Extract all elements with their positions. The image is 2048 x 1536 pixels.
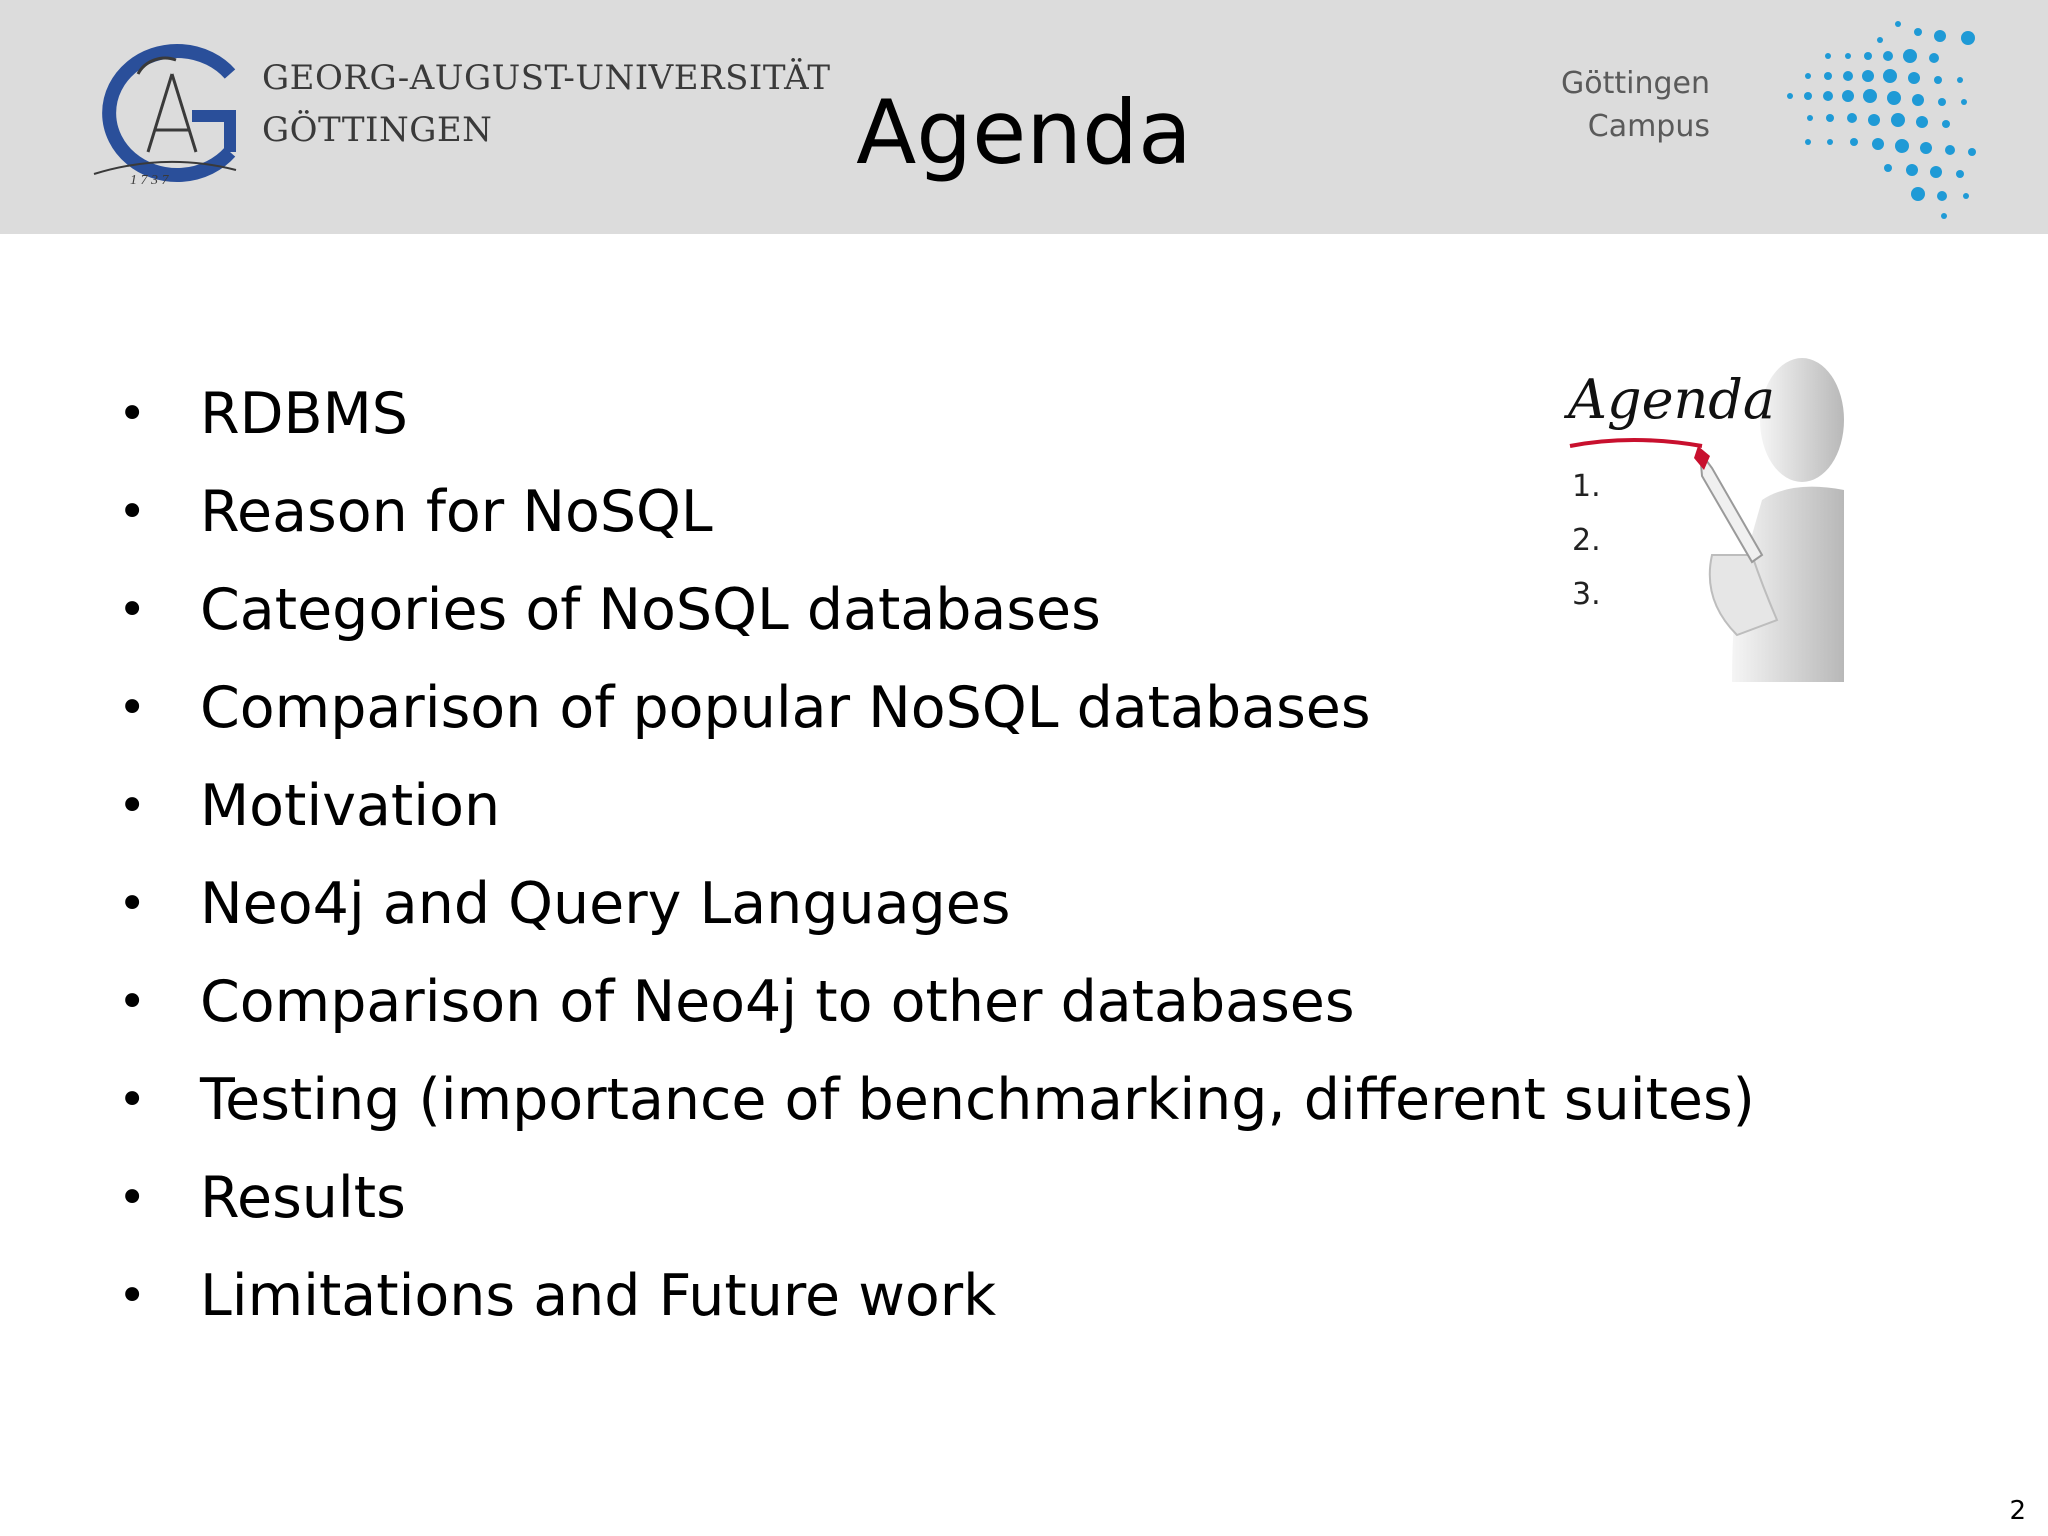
seal-year: 1 7 3 7	[130, 173, 169, 188]
campus-label-line1: Göttingen	[1561, 66, 1710, 101]
university-name-line2: GÖTTINGEN	[262, 110, 493, 150]
campus-dot-pattern-icon	[1768, 18, 1998, 228]
bullet: •	[118, 582, 147, 638]
slide-title: Agenda	[856, 81, 1192, 184]
list-item-label: Categories of NoSQL databases	[200, 577, 1101, 643]
bullet: •	[118, 974, 147, 1030]
list-item	[0, 365, 1800, 463]
list-item-label: Neo4j and Query Languages	[200, 871, 1011, 937]
bullet: •	[118, 1072, 147, 1128]
slide-header	[0, 0, 2048, 234]
campus-label	[1530, 62, 1710, 148]
clipart-marker-3: 3.	[1572, 577, 1601, 612]
clipart-heading: Agenda	[1568, 368, 1776, 431]
list-item-label: Testing (importance of benchmarking, different suites)	[200, 1067, 1755, 1133]
list-item-label: RDBMS	[200, 381, 408, 447]
list-item-label: Reason for NoSQL	[200, 479, 713, 545]
list-item	[0, 561, 1800, 659]
university-name-line1: GEORG-AUGUST-UNIVERSITÄT	[262, 58, 831, 98]
list-item	[0, 855, 1800, 953]
list-item	[0, 1051, 1800, 1149]
list-item	[0, 463, 1800, 561]
list-item-label: Results	[200, 1165, 406, 1231]
list-item	[0, 953, 1800, 1051]
clipart-marker-1: 1.	[1572, 469, 1601, 504]
agenda-list	[0, 365, 1800, 1345]
list-item-label: Comparison of popular NoSQL databases	[200, 675, 1371, 741]
bullet: •	[118, 386, 147, 442]
bullet: •	[118, 1268, 147, 1324]
bullet: •	[118, 1170, 147, 1226]
bullet: •	[118, 484, 147, 540]
list-item-label: Comparison of Neo4j to other databases	[200, 969, 1355, 1035]
bullet: •	[118, 876, 147, 932]
list-item	[0, 757, 1800, 855]
bullet: •	[118, 778, 147, 834]
clipart-marker-2: 2.	[1572, 523, 1601, 558]
list-item	[0, 1247, 1800, 1345]
bullet: •	[118, 680, 147, 736]
page-number: 2	[2009, 1496, 2026, 1526]
list-item-label: Motivation	[200, 773, 501, 839]
campus-label-line2: Campus	[1587, 109, 1710, 144]
list-item	[0, 1149, 1800, 1247]
list-item	[0, 659, 1800, 757]
list-item-label: Limitations and Future work	[200, 1263, 997, 1329]
